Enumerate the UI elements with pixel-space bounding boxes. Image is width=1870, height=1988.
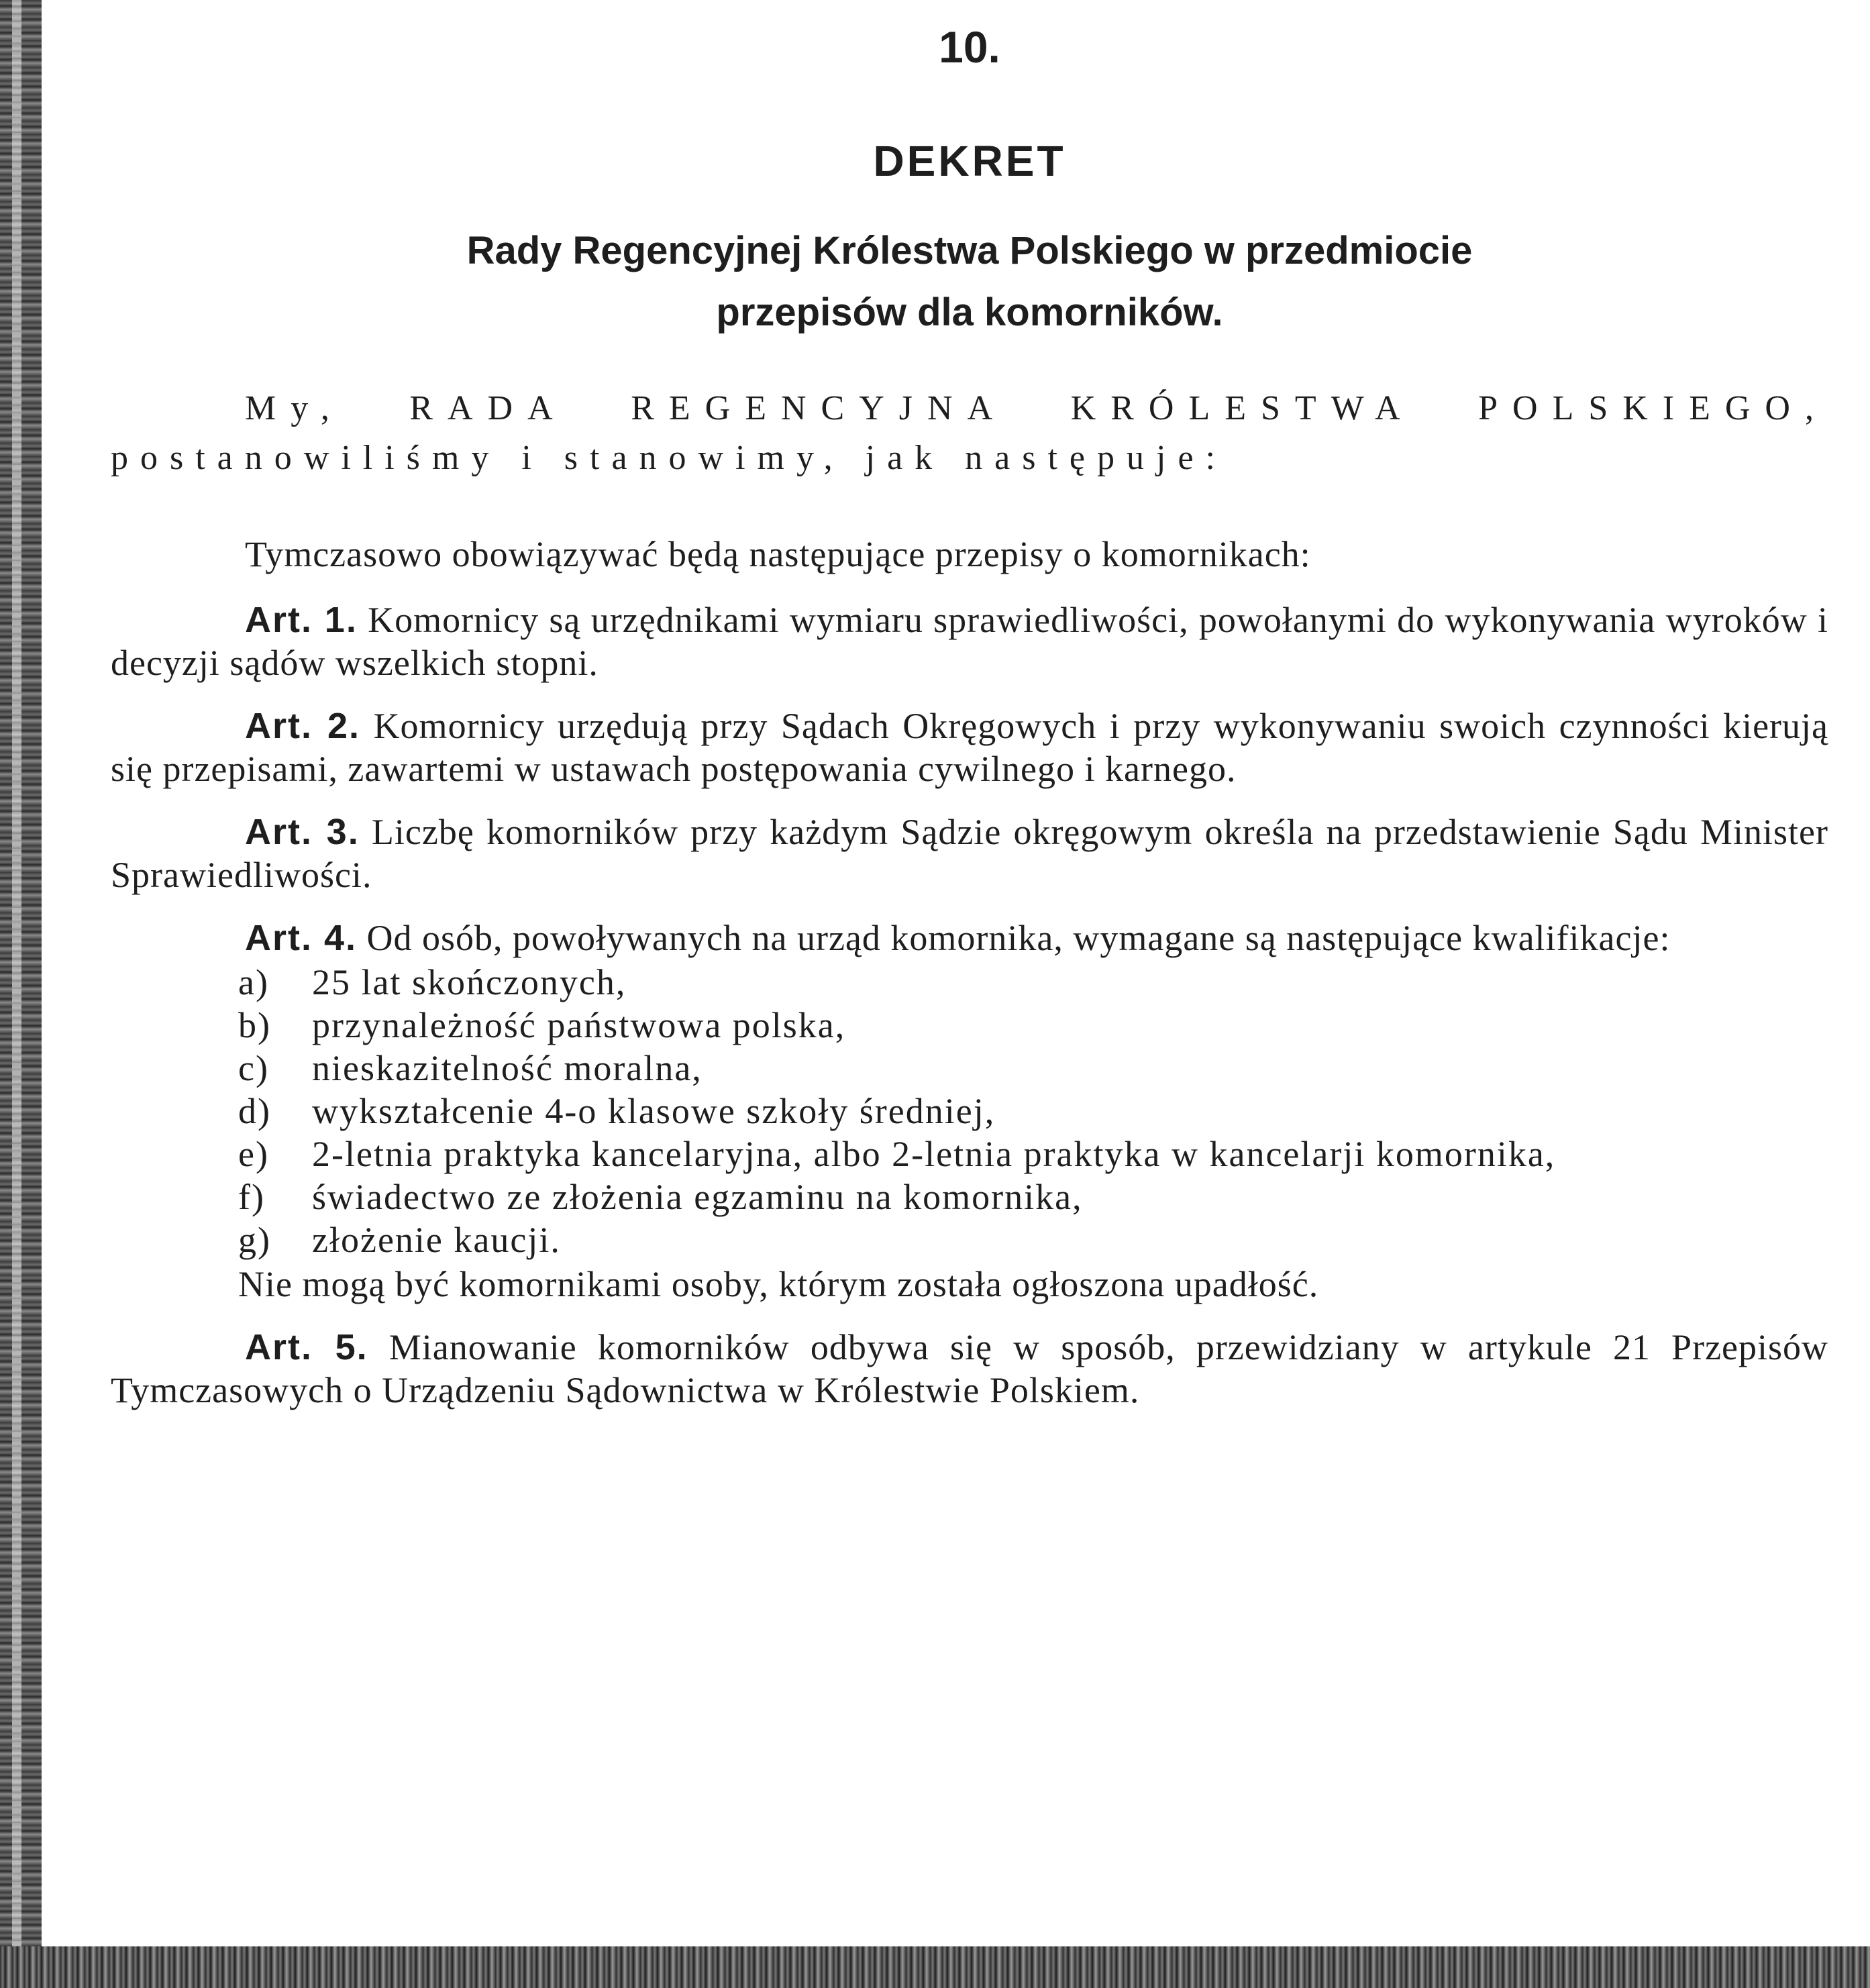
decree-title: DEKRET bbox=[873, 137, 1066, 185]
list-item-marker: g) bbox=[238, 1220, 271, 1260]
article-4-text: Od osób, powoływanych na urząd komornika, wymagane są następujące kwalifikacje: bbox=[366, 918, 1671, 958]
article-5-label: Art. 5. bbox=[245, 1327, 368, 1367]
list-item bbox=[238, 1090, 1828, 1133]
list-item-text: świadectwo ze złożenia egzaminu na komornika, bbox=[312, 1177, 1083, 1217]
list-item-text: złożenie kaucji. bbox=[312, 1220, 561, 1260]
article-3-text: Liczbę komorników przy każdym Sądzie okręgowym określa na przedstawienie Sądu Minister Sprawiedliwości. bbox=[111, 812, 1828, 895]
list-item-text: nieskazitelność moralna, bbox=[312, 1048, 703, 1088]
intro-paragraph: Tymczasowo obowiązywać będą następujące przepisy o komornikach: bbox=[245, 534, 1311, 574]
list-item-marker: c) bbox=[238, 1048, 269, 1088]
article-3 bbox=[111, 810, 1828, 896]
list-item-marker: a) bbox=[238, 962, 269, 1002]
preamble-rest: postanowiliśmy i stanowimy, jak następuje: bbox=[111, 439, 1227, 477]
article-1-label: Art. 1. bbox=[245, 600, 358, 640]
qualification-list bbox=[111, 961, 1828, 1261]
article-5 bbox=[111, 1326, 1828, 1412]
list-item-marker: f) bbox=[238, 1177, 265, 1217]
scan-edge-bottom bbox=[0, 1946, 1870, 1988]
article-1 bbox=[111, 598, 1828, 684]
preamble-caps: My, RADA REGENCYJNA KRÓLESTWA POLSKIEGO, bbox=[245, 389, 1828, 427]
article-4-note: Nie mogą być komornikami osoby, którym została ogłoszona upadłość. bbox=[238, 1264, 1319, 1304]
page-number: 10. bbox=[939, 22, 1000, 72]
subtitle-line-1: Rady Regencyjnej Królestwa Polskiego w przedmiocie bbox=[466, 229, 1473, 272]
article-2-text: Komornicy urzędują przy Sądach Okręgowych i przy wykonywaniu swoich czynności kierują się przepisami, zawartemi w ustawach postępowania cywilnego i karnego. bbox=[111, 706, 1828, 789]
list-item-text: 2-letnia praktyka kancelaryjna, albo 2-letnia praktyka w kancelarji komornika, bbox=[312, 1134, 1556, 1174]
list-item-text: przynależność państwowa polska, bbox=[312, 1005, 846, 1045]
list-item-marker: b) bbox=[238, 1005, 271, 1045]
article-2 bbox=[111, 704, 1828, 790]
list-item-text: 25 lat skończonych, bbox=[312, 962, 627, 1002]
list-item bbox=[238, 1218, 1828, 1261]
preamble bbox=[111, 384, 1828, 483]
article-2-label: Art. 2. bbox=[245, 706, 361, 746]
scan-edge-left bbox=[0, 0, 42, 1988]
subtitle-line-2: przepisów dla komorników. bbox=[716, 291, 1223, 334]
list-item-marker: d) bbox=[238, 1091, 271, 1131]
list-item-marker: e) bbox=[238, 1134, 269, 1174]
article-3-label: Art. 3. bbox=[245, 812, 360, 852]
list-item bbox=[238, 1047, 1828, 1090]
article-5-text: Mianowanie komorników odbywa się w sposób, przewidziany w artykule 21 Przepisów Tymczasowych o Urządzeniu Sądownictwa w Królestwie Polskiem. bbox=[111, 1327, 1829, 1410]
article-1-text: Komornicy są urzędnikami wymiaru sprawiedliwości, powołanymi do wykonywania wyroków i decyzji sądów wszelkich stopni. bbox=[111, 600, 1828, 683]
list-item bbox=[238, 1133, 1828, 1175]
list-item bbox=[238, 961, 1828, 1004]
article-4 bbox=[111, 917, 1828, 959]
decree-subtitle bbox=[111, 220, 1828, 344]
article-4-label: Art. 4. bbox=[245, 918, 358, 958]
list-item-text: wykształcenie 4-o klasowe szkoły średniej, bbox=[312, 1091, 996, 1131]
list-item bbox=[238, 1004, 1828, 1047]
document-page bbox=[111, 20, 1828, 1412]
list-item bbox=[238, 1175, 1828, 1218]
